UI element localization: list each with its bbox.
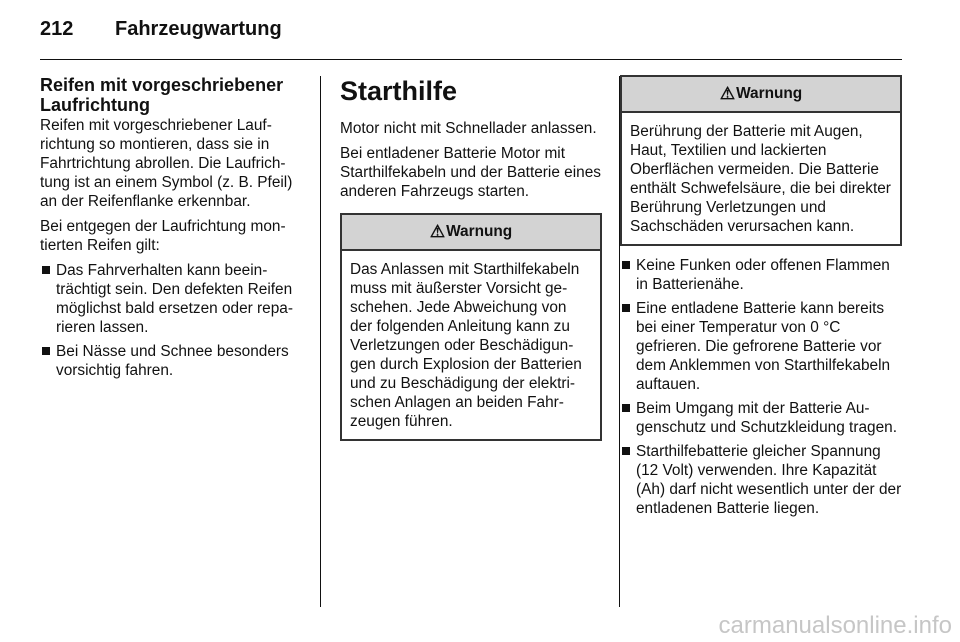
column-right: [620, 75, 902, 523]
list-item: [40, 261, 302, 337]
warning-triangle-icon: ⚠: [429, 222, 446, 241]
header-divider: [40, 59, 902, 60]
paragraph: Motor nicht mit Schnellader anlassen.: [340, 120, 597, 137]
bullet-list: [40, 261, 302, 380]
section-heading-laufrichtung: Reifen mit vorgeschriebener Laufrichtung: [40, 75, 284, 115]
list-item: [620, 256, 902, 294]
list-item: [620, 399, 902, 437]
paragraph: Bei entgegen der Laufrichtung montierten Reifen gilt:: [40, 218, 286, 254]
bullet-square-icon: [42, 347, 50, 355]
bullet-square-icon: [622, 447, 630, 455]
bullet-list: [620, 256, 902, 518]
column-left: [40, 75, 302, 385]
bullet-square-icon: [622, 404, 630, 412]
chapter-title: Fahrzeugwartung: [115, 18, 282, 40]
list-item-text: Das Fahrverhalten kann beeinträchtigt sein. Den defekten Reifen möglichst bald ersetzen oder reparieren lassen.: [56, 262, 293, 336]
warning-text: Berührung der Batterie mit Augen, Haut, Textilien und lackierten Oberflächen vermeiden. Die Batterie enthält Schwefelsäure, die bei direkter Berührung Verletzungen und Sachschäden verursachen kann.: [630, 123, 891, 235]
watermark: carmanualsonline.info: [718, 612, 952, 639]
paragraph: Reifen mit vorgeschriebener Laufrichtung so montieren, dass sie in Fahrtrichtung abrollen. Die Laufrichtung ist an einem Symbol (z. B. Pfeil) an der Reifenflanke erkennbar.: [40, 117, 293, 210]
column-middle: [340, 75, 602, 441]
warning-title: Warnung: [446, 223, 513, 240]
warning-title: Warnung: [736, 85, 803, 102]
warning-box: [340, 213, 602, 441]
list-item: [620, 442, 902, 518]
list-item-text: Starthilfebatterie gleicher Spannung (12 Volt) verwenden. Ihre Kapazität (Ah) darf nicht wesentlich unter der der entladenen Batterie liegen.: [636, 443, 902, 517]
page-number: 212: [40, 18, 74, 40]
warning-triangle-icon: ⚠: [719, 84, 736, 103]
warning-header: [342, 215, 600, 251]
list-item-text: Beim Umgang mit der Batterie Augenschutz und Schutzkleidung tragen.: [636, 400, 897, 436]
bullet-square-icon: [622, 261, 630, 269]
warning-box: [620, 75, 902, 246]
list-item-text: Bei Nässe und Schnee besonders vorsichtig fahren.: [56, 343, 289, 379]
list-item: [40, 342, 302, 380]
warning-text: Das Anlassen mit Starthilfekabeln muss mit äußerster Vorsicht geschehen. Jede Abweichung von der folgenden Anleitung kann zu Verletzungen oder Beschädigungen durch Explosion der Batterien und zu Beschädigung der elektrischen Anlagen an beiden Fahrzeugen führen.: [350, 261, 582, 430]
column-divider-1: [320, 76, 321, 607]
warning-header: [622, 77, 900, 113]
list-item-text: Eine entladene Batterie kann bereits bei einer Temperatur von 0 °C gefrieren. Die gefrorene Batterie vor dem Anklemmen von Starthilfekabeln auftauen.: [636, 300, 891, 393]
bullet-square-icon: [622, 304, 630, 312]
section-heading-starthilfe: Starthilfe: [340, 76, 458, 106]
paragraph: Bei entladener Batterie Motor mit Starthilfekabeln und der Batterie eines anderen Fahrzeugs starten.: [340, 145, 601, 200]
list-item: [620, 299, 902, 394]
bullet-square-icon: [42, 266, 50, 274]
list-item-text: Keine Funken oder offenen Flammen in Batterienähe.: [636, 257, 890, 293]
